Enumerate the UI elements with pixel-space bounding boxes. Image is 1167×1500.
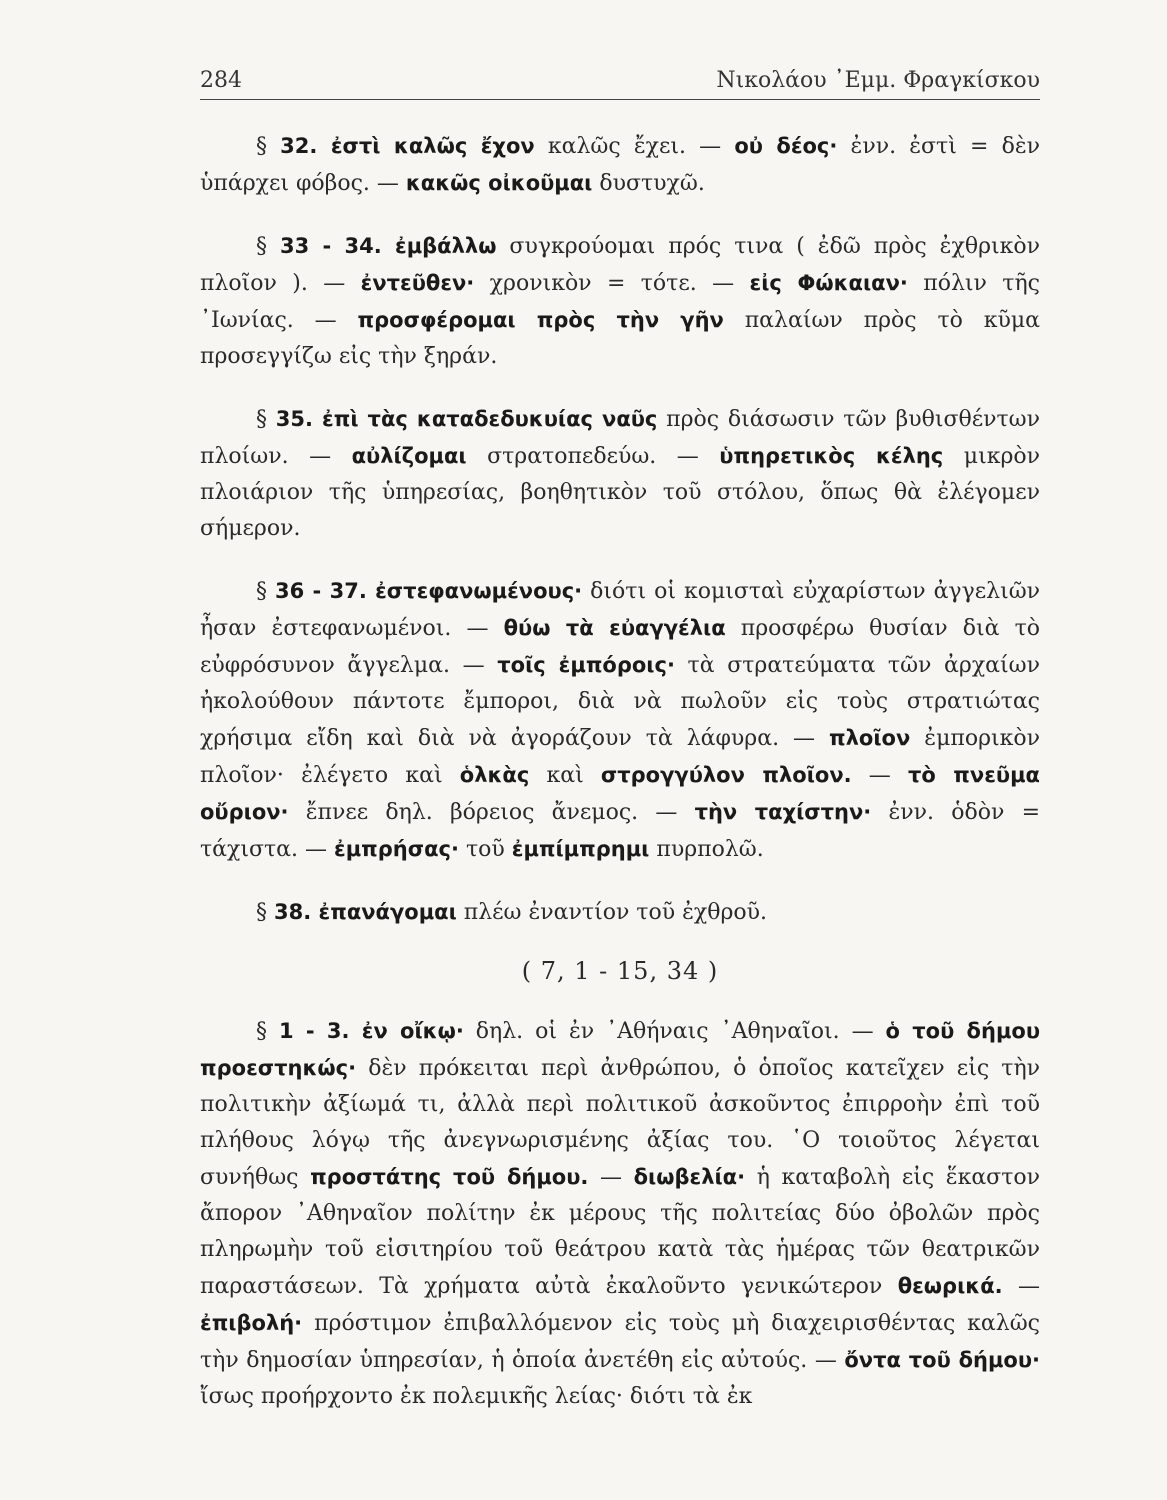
gloss-text: §: [256, 579, 276, 604]
gloss-text: μικρὸν πλοιάριον τῆς ὑπηρεσίας, βοηθητικὸν τοῦ στόλου, ὅπως θὰ ἐλέγομεν σήμερον.: [200, 444, 1040, 541]
gloss-text: συγκρούομαι πρός τινα ( ἐδῶ πρὸς ἐχθρικὸν πλοῖον ). —: [200, 234, 1040, 296]
lemma-term: ἐπιβολή·: [200, 1311, 303, 1335]
lemma-term: θύω τὰ εὐαγγέλια: [503, 616, 726, 640]
lemma-term: οὐ δέος·: [734, 134, 838, 158]
gloss-text: §: [256, 1019, 279, 1044]
gloss-text: —: [588, 1165, 634, 1190]
lemma-term: τοῖς ἐμπόροις·: [497, 653, 675, 677]
commentary-entry: [200, 894, 1040, 931]
gloss-text: πρὸς διάσωσιν τῶν βυθισθέντων πλοίων. —: [200, 407, 1040, 469]
lemma-term: προσφέρομαι πρὸς τὴν γῆν: [357, 308, 724, 332]
book-page: [200, 68, 1040, 1415]
gloss-text: ἔπνεε δηλ. βόρειος ἄνεμος. —: [288, 800, 695, 825]
commentary-entry: [200, 128, 1040, 202]
lemma-term: 36 - 37. ἐστεφανωμένους·: [275, 579, 583, 603]
chapter-reference-heading: ( 7, 1 - 15, 34 ): [521, 957, 719, 985]
lemma-term: πλοῖον: [829, 726, 911, 750]
gloss-text: ἐμπορικὸν πλοῖον· ἐλέγετο καὶ: [200, 726, 1040, 788]
lemma-term: 38. ἐπανάγομαι: [274, 900, 457, 924]
gloss-text: ἴσως προήρχοντο ἐκ πολεμικῆς λείας· διότι τὰ ἐκ: [200, 1384, 753, 1409]
gloss-text: τοῦ: [458, 837, 512, 862]
lemma-term: ἐμπίμπρημι: [511, 837, 650, 861]
gloss-text: —: [1002, 1274, 1040, 1299]
lemma-term: ὑπηρετικὸς κέλης: [719, 444, 944, 468]
gloss-text: πλέω ἐναντίον τοῦ ἐχθροῦ.: [456, 900, 768, 925]
commentary-entry: [200, 228, 1040, 375]
commentary-entry: [200, 1013, 1040, 1415]
page-number: 284: [200, 68, 242, 93]
lemma-term: τὸ πνεῦμα οὔριον·: [200, 763, 1040, 824]
lemma-term: ἐμπρήσας·: [334, 837, 459, 861]
gloss-text: ἐνν. ὁδὸν = τάχιστα. —: [200, 800, 1041, 862]
gloss-text: στρατοπεδεύω. —: [466, 444, 720, 469]
gloss-text: καλῶς ἔχει. —: [534, 134, 735, 159]
lemma-term: 35. ἐπὶ τὰς καταδεδυκυίας ναῦς: [275, 407, 658, 431]
gloss-text: §: [256, 407, 276, 432]
gloss-text: πόλιν τῆς ᾿Ιωνίας. —: [200, 271, 1040, 333]
gloss-text: καὶ: [529, 763, 601, 788]
gloss-text: ἡ καταβολὴ εἰς ἕκαστον ἄπορον ᾿Αθηναῖον πολίτην ἐκ μέρους τῆς πολιτείας δύο ὀβολῶν πρὸς πληρωμὴν τοῦ εἰσιτηρίου τοῦ θεάτρου κατὰ τὰς ἡμέρας τῶν θεατρικῶν παραστάσεων. Τὰ χρήματα αὐτὰ ἐκαλοῦντο γενικώτερον: [200, 1165, 1040, 1299]
lemma-term: ὁλκὰς: [459, 763, 530, 787]
gloss-text: προσφέρω θυσίαν διὰ τὸ εὐφρόσυνον ἄγγελμα. —: [200, 616, 1040, 678]
lemma-term: ὁ τοῦ δήμου προεστηκώς·: [200, 1019, 1041, 1080]
lemma-term: θεωρικά.: [897, 1274, 1003, 1298]
gloss-text: δηλ. οἱ ἐν ᾿Αθήναις ᾿Αθηναῖοι. —: [463, 1019, 886, 1044]
lemma-term: τὴν ταχίστην·: [694, 800, 872, 824]
gloss-text: §: [256, 900, 274, 925]
running-title: Νικολάου ᾿Εμμ. Φραγκίσκου: [716, 68, 1040, 93]
gloss-text: §: [256, 234, 280, 259]
lemma-term: ὄντα τοῦ δήμου·: [844, 1348, 1040, 1372]
gloss-text: πυρπολῶ.: [649, 837, 764, 862]
lemma-term: 32. ἐστὶ καλῶς ἔχον: [280, 134, 535, 158]
gloss-text: διότι οἱ κομισταὶ εὐχαρίστων ἀγγελιῶν ἦσαν ἐστεφανωμένοι. —: [200, 579, 1041, 641]
commentary-section-before: [200, 128, 1040, 931]
gloss-text: δυστυχῶ.: [592, 171, 705, 196]
lemma-term: 1 - 3. ἐν οἴκῳ·: [278, 1019, 464, 1043]
lemma-term: διωβελία·: [633, 1165, 746, 1189]
commentary-section-after: [200, 1013, 1040, 1415]
gloss-text: χρονικὸν = τότε. —: [474, 271, 750, 296]
lemma-term: προστάτης τοῦ δήμου.: [310, 1165, 589, 1189]
gloss-text: τὰ στρατεύματα τῶν ἀρχαίων ἠκολούθουν πάντοτε ἔμποροι, διὰ νὰ πωλοῦν εἰς τοὺς στρατιώτας χρήσιμα εἴδη καὶ διὰ νὰ ἀγοράζουν τὰ λάφυρα. —: [200, 653, 1040, 751]
lemma-term: στρογγύλον πλοῖον.: [600, 763, 852, 787]
gloss-text: —: [851, 763, 908, 788]
lemma-term: ἐντεῦθεν·: [360, 271, 475, 295]
gloss-text: δὲν πρόκειται περὶ ἀνθρώπου, ὁ ὁποῖος κατεῖχεν εἰς τὴν πολιτικὴν ἀξίωμά τι, ἀλλὰ περὶ πολιτικοῦ ἀσκοῦντος ἐπιρροὴν ἐπὶ τοῦ πλήθους λόγῳ τῆς ἀνεγνωρισμένης ἀξίας του. ῾Ο τοιοῦτος λέγεται συνήθως: [200, 1056, 1040, 1190]
gloss-text: §: [256, 134, 281, 159]
gloss-text: πρόστιμον ἐπιβαλλόμενον εἰς τοὺς μὴ διαχειρισθέντας καλῶς τὴν δημοσίαν ὑπηρεσίαν, ἡ ὁποία ἀνετέθη εἰς αὐτούς. —: [200, 1311, 1040, 1373]
lemma-term: εἰς Φώκαιαν·: [749, 271, 908, 295]
lemma-term: κακῶς οἰκοῦμαι: [405, 171, 593, 195]
commentary-entry: [200, 573, 1040, 868]
gloss-text: παλαίων πρὸς τὸ κῦμα προσεγγίζω εἰς τὴν ξηράν.: [200, 308, 1040, 369]
lemma-term: 33 - 34. ἐμβάλλω: [279, 234, 497, 258]
lemma-term: αὐλίζομαι: [351, 444, 467, 468]
commentary-entry: [200, 401, 1040, 547]
page-header: [200, 68, 1040, 100]
gloss-text: ἐνν. ἐστὶ = δὲν ὑπάρχει φόβος. —: [200, 134, 1041, 196]
